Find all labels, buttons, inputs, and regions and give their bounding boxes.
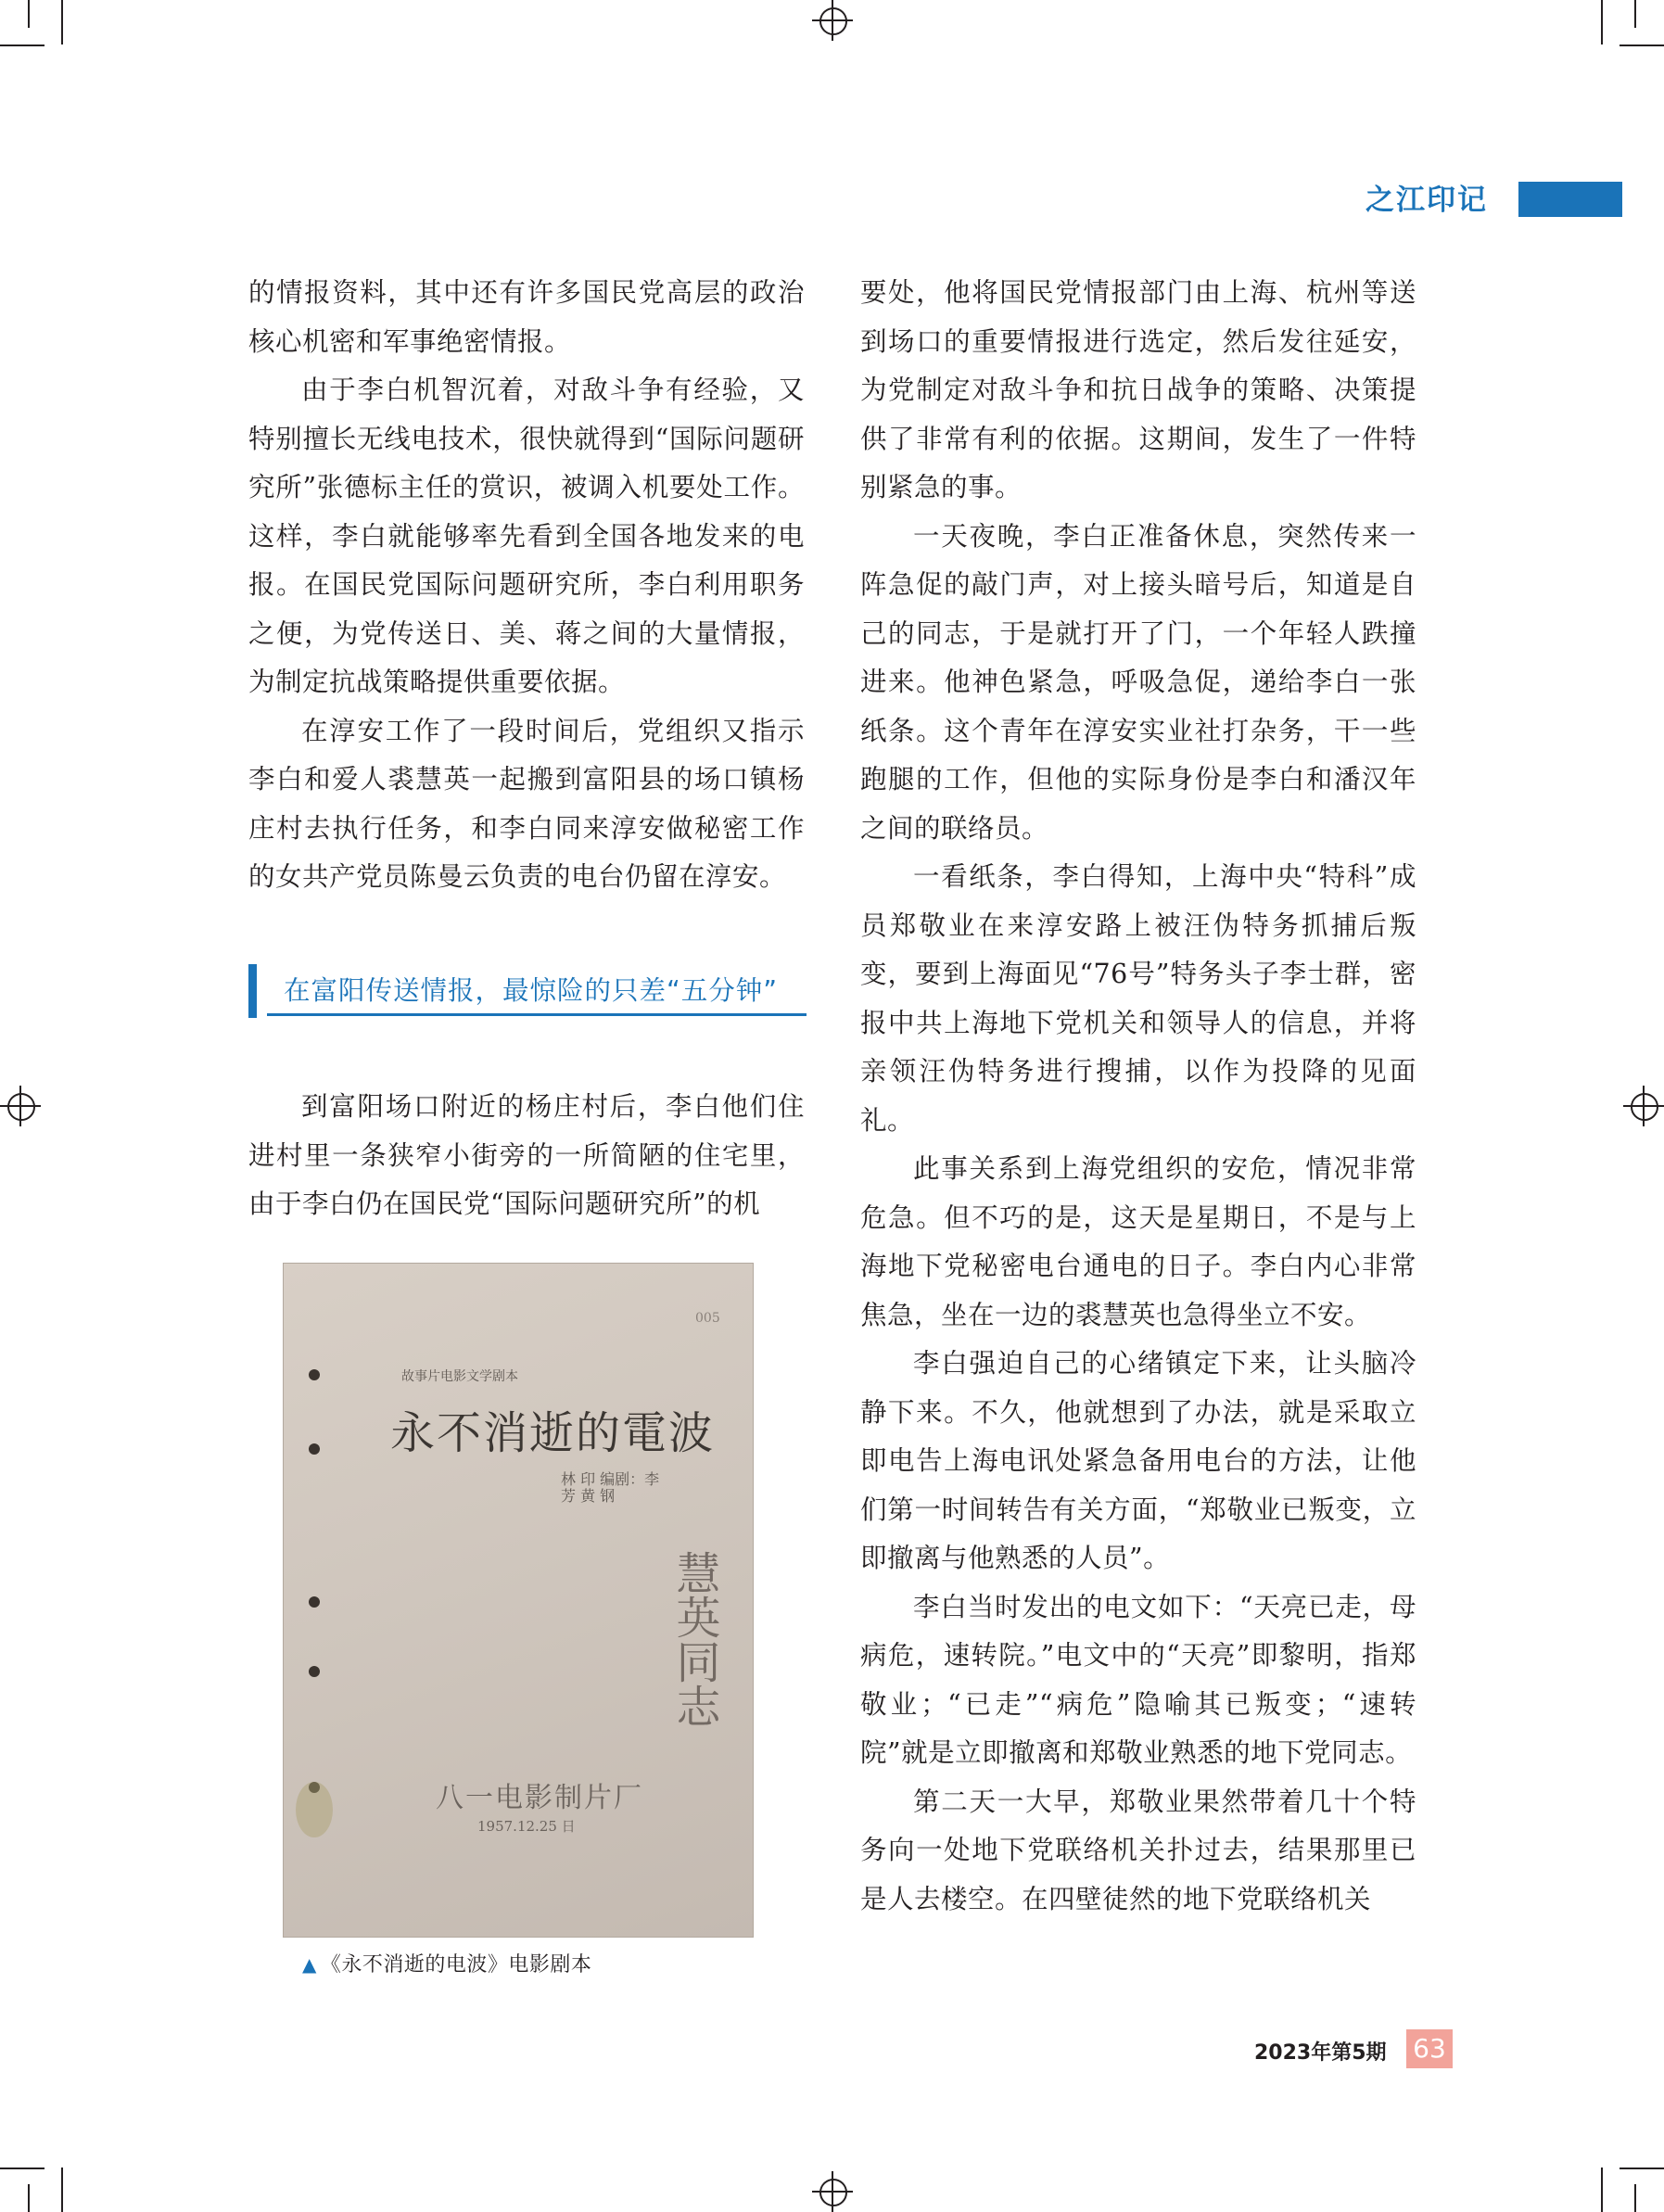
paragraph: 要处，他将国民党情报部门由上海、杭州等送到场口的重要情报进行选定，然后发往延安，为党制定对敌斗争和抗日战争的策略、决策提供了非常有利的依据。这期间，发生了一件特别紧急的事。 [860, 277, 1416, 502]
right-column [860, 269, 1416, 1924]
paragraph: 在淳安工作了一段时间后，党组织又指示李白和爱人裘慧英一起搬到富阳县的场口镇杨庄村去执行任务，和李白同来淳安做秘密工作的女共产党员陈曼云负责的电台仍留在淳安。 [248, 715, 805, 892]
cover-date: 1957.12.25 日 [477, 1818, 576, 1835]
registration-mark-right [1623, 1086, 1664, 1126]
paragraph: 到富阳场口附近的杨庄村后，李白他们住进村里一条狭窄小街旁的一所简陋的住宅里，由于李白仍在国民党“国际问题研究所”的机 [248, 1091, 805, 1219]
photo-caption [302, 1949, 591, 1977]
left-column-bottom [248, 1083, 805, 1229]
paper-stain [296, 1782, 333, 1837]
cover-credit: 林 印 编剧：李 芳 黄 钢 [561, 1470, 660, 1505]
paragraph: 此事关系到上海党组织的安危，情况非常危急。但不巧的是，这天是星期日，不是与上海地下党秘密电台通电的日子。李白内心非常焦急，坐在一边的裘慧英也急得坐立不安。 [860, 1153, 1416, 1330]
crop-mark [1620, 44, 1664, 46]
paragraph: 一看纸条，李白得知，上海中央“特科”成员郑敬业在来淳安路上被汪伪特务抓捕后叛变，要到上海面见“76号”特务头子李士群，密报中共上海地下党机关和领导人的信息，并将亲领汪伪特务进行搜捕，以作为投降的见面礼。 [860, 861, 1416, 1136]
paragraph: 的情报资料，其中还有许多国民党高层的政治核心机密和军事绝密情报。 [248, 277, 805, 357]
paragraph: 李白当时发出的电文如下：“天亮已走，母病危，速转院。”电文中的“天亮”即黎明，指郑敬业；“已走”“病危”隐喻其已叛变；“速转院”就是立即撤离和郑敬业熟悉的地下党同志。 [860, 1591, 1416, 1768]
registration-mark-left [0, 1086, 41, 1126]
binding-hole [309, 1666, 320, 1677]
script-cover-photo [283, 1263, 754, 1938]
section-subheading [248, 964, 807, 1018]
crop-mark [28, 2184, 30, 2212]
cover-title: 永不消逝的電波 [390, 1407, 716, 1459]
paragraph: 李白强迫自己的心绪镇定下来，让头脑冷静下来。不久，他就想到了办法，就是采取立即电告上海电讯处紧急备用电台的方法，让他们第一时间转告有关方面，“郑敬业已叛变，立即撤离与他熟悉的人员”。 [860, 1348, 1416, 1573]
crop-mark [61, 0, 63, 44]
subheading-underline [267, 1013, 807, 1016]
paragraph: 一天夜晚，李白正准备休息，突然传来一阵急促的敲门声，对上接头暗号后，知道是自己的同志，于是就打开了门，一个年轻人跌撞进来。他神色紧急，呼吸急促，递给李白一张纸条。这个青年在淳安实业社打杂务，干一些跑腿的工作，但他的实际身份是李白和潘汉年之间的联络员。 [860, 520, 1416, 844]
issue-label: 2023年第5期 [1254, 2041, 1387, 2065]
subheading-bar [248, 964, 257, 1018]
paragraph: 由于李白机智沉着，对敌斗争有经验，又特别擅长无线电技术，很快就得到“国际问题研究所”张德标主任的赏识，被调入机要处工作。这样，李白就能够率先看到全国各地发来的电报。在国民党国际问题研究所，李白利用职务之便，为党传送日、美、蒋之间的大量情报，为制定抗战策略提供重要依据。 [248, 375, 805, 697]
binding-hole [309, 1443, 320, 1455]
subheading-text: 在富阳传送情报，最惊险的只差“五分钟” [284, 975, 779, 1006]
crop-mark [28, 0, 30, 28]
left-column-top [248, 269, 805, 902]
cover-page-number: 005 [695, 1311, 720, 1326]
crop-mark [1620, 2168, 1664, 2169]
binding-hole [309, 1596, 320, 1608]
crop-mark [1601, 2168, 1603, 2212]
page-number: 63 [1406, 2029, 1453, 2068]
cover-handwriting: 慧英同志 [668, 1550, 720, 1728]
registration-mark-bottom [812, 2171, 853, 2212]
caption-triangle-icon: ▲ [302, 1953, 317, 1976]
section-accent-bar [1518, 182, 1622, 217]
crop-mark [0, 44, 44, 46]
registration-mark-top [812, 0, 853, 41]
cover-series: 故事片电影文学剧本 [401, 1369, 518, 1384]
crop-mark [61, 2168, 63, 2212]
caption-text: 《永不消逝的电波》电影剧本 [320, 1953, 592, 1977]
binding-hole [309, 1369, 320, 1380]
crop-mark [1634, 2184, 1636, 2212]
cover-studio: 八一电影制片厂 [436, 1782, 643, 1814]
section-label: 之江印记 [1365, 184, 1488, 217]
crop-mark [1601, 0, 1603, 44]
paragraph: 第二天一大早，郑敬业果然带着几十个特务向一处地下党联络机关扑过去，结果那里已是人去楼空。在四壁徒然的地下党联络机关 [860, 1786, 1416, 1914]
crop-mark [0, 2168, 44, 2169]
crop-mark [1634, 0, 1636, 28]
